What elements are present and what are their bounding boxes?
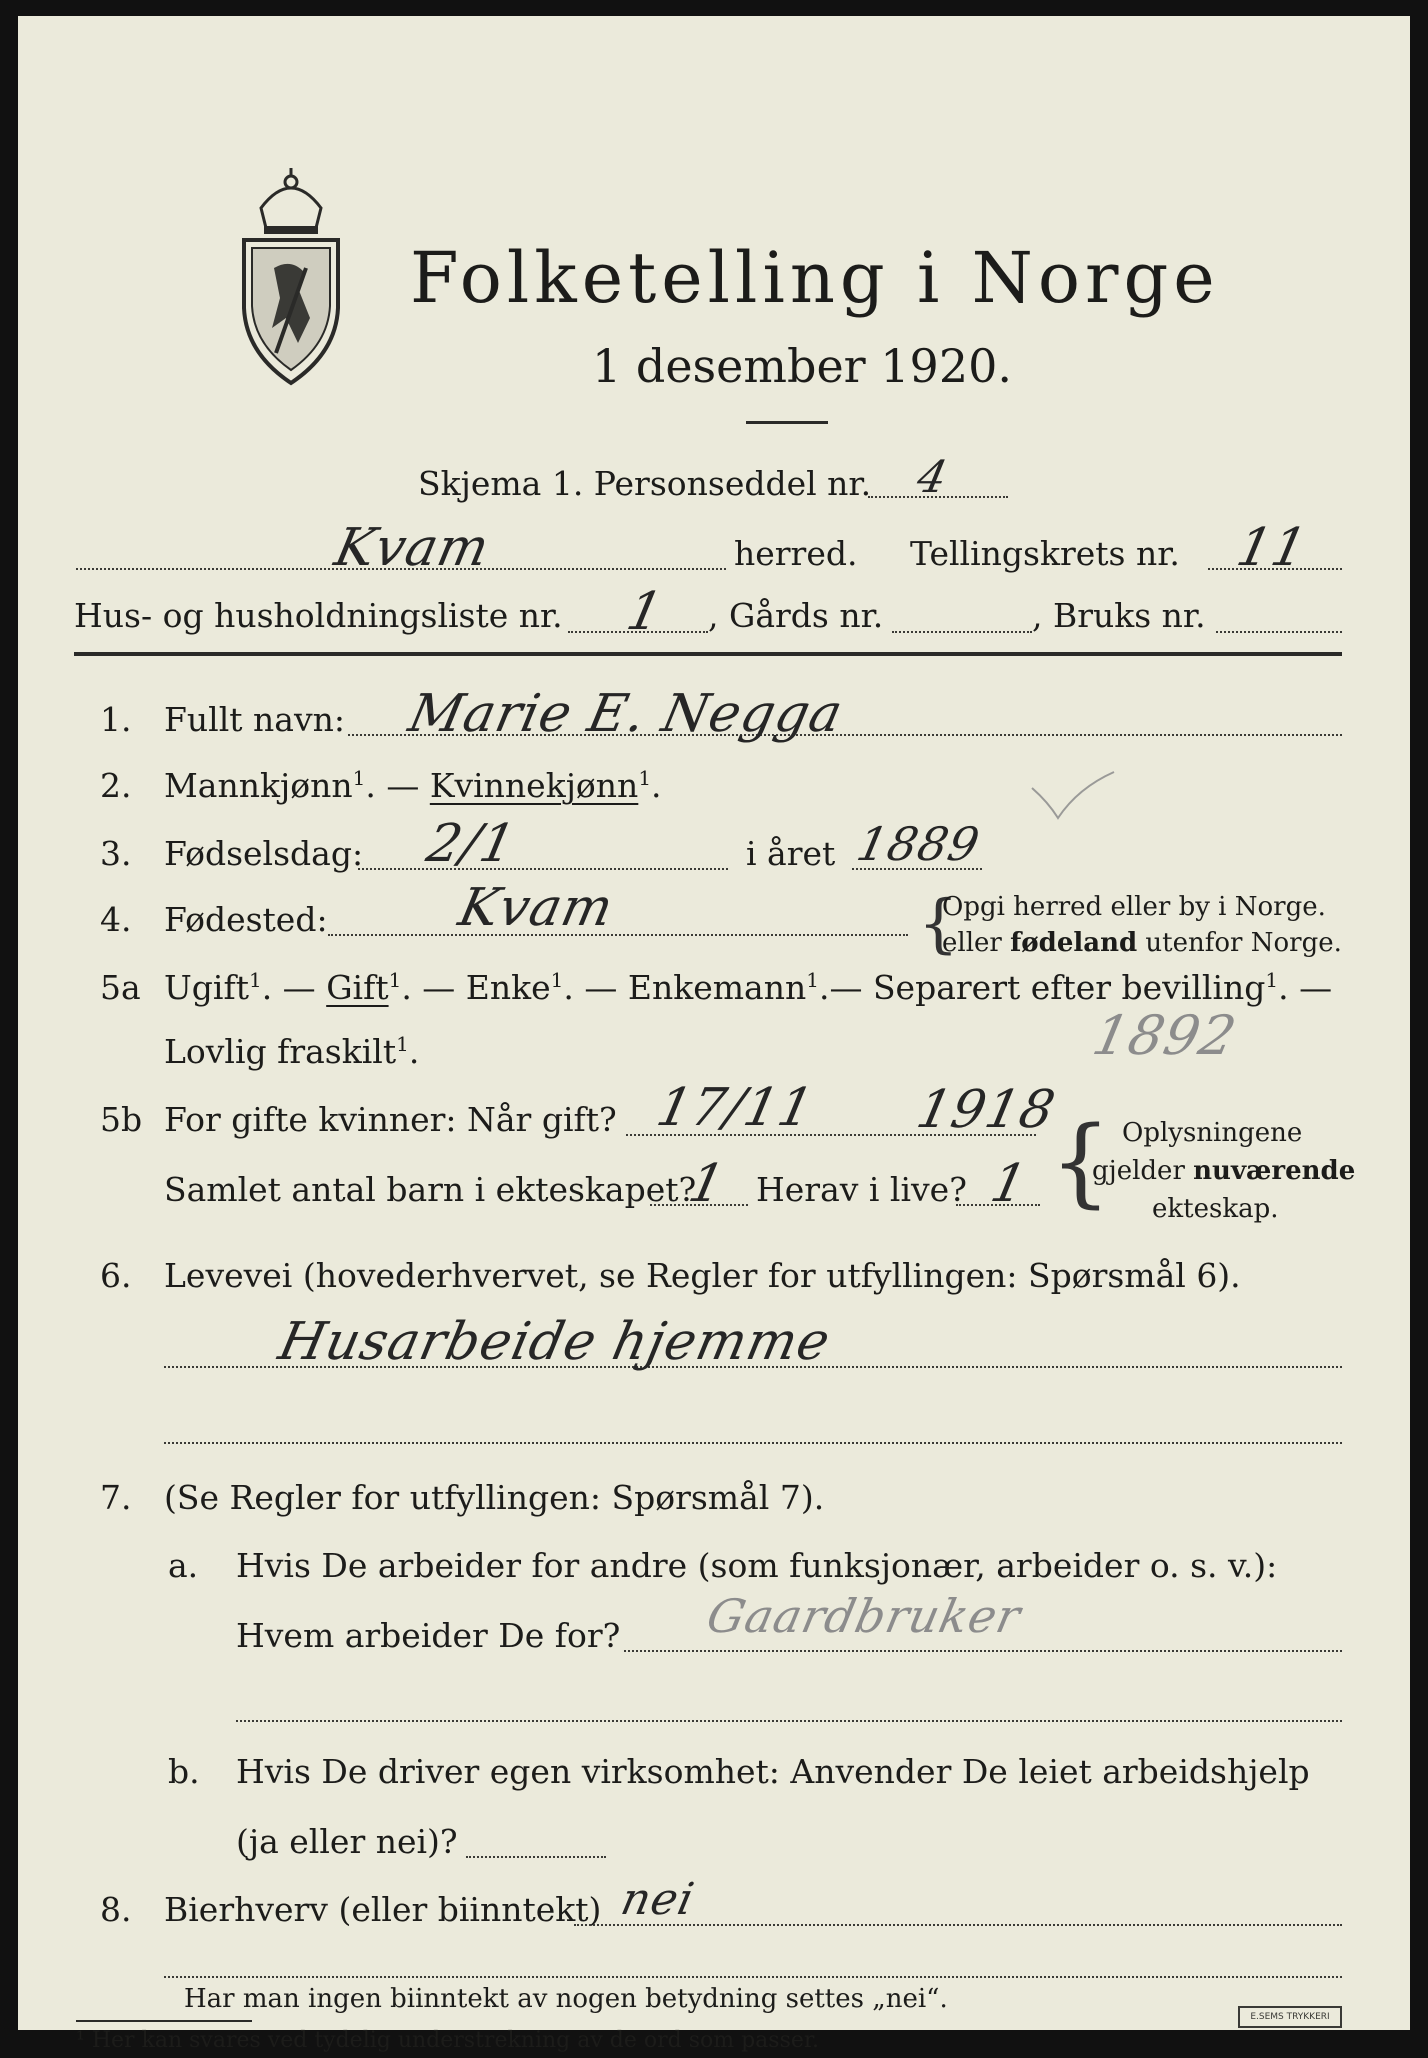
children-alive-value: 1 <box>985 1154 1033 1214</box>
marriage-note-3: ekteskap. <box>1152 1194 1279 1224</box>
herred-value: Kvam <box>329 518 495 578</box>
tellingskrets-value: 11 <box>1231 518 1313 578</box>
section-divider <box>74 652 1342 656</box>
schema-label: Skjema 1. Personseddel nr. <box>418 464 872 503</box>
birthdate-label: Fødselsdag: <box>164 834 364 873</box>
herred-label: herred. <box>734 534 858 573</box>
sex-male: Mannkjønn <box>164 766 353 805</box>
marriage-note-2: gjelder nuværende <box>1092 1156 1356 1186</box>
form-title: Folketelling i Norge <box>410 237 1220 319</box>
form-date: 1 desember 1920. <box>592 339 1012 393</box>
footer-note: Har man ingen biinntekt av nogen betydning settes „nei“. <box>184 1984 948 2014</box>
marital-status-options: Ugift$^1$. — Gift$^1$. — Enke$^1$. — Enkemann$^1$.— Separert efter bevilling$^1$. — <box>164 968 1333 1007</box>
birthplace-note-2: eller fødeland utenfor Norge. <box>942 928 1342 958</box>
side-income-label: Bierhverv (eller biinntekt) <box>164 1890 602 1929</box>
occupation-value: Husarbeide hjemme <box>273 1312 836 1372</box>
birthyear-value: 1889 <box>852 817 985 871</box>
hired-help-label: (ja eller nei)? <box>236 1822 458 1861</box>
q7b-text: Hvis De driver egen virksomhet: Anvender De leiet arbeidshjelp <box>236 1752 1310 1791</box>
birthplace-value: Kvam <box>453 878 619 938</box>
marriage-date-value: 17/11 <box>651 1078 820 1138</box>
printer-mark: E.SEMS TRYKKERI <box>1238 2006 1342 2028</box>
pencil-note-1892: 1892 <box>1087 1004 1243 1067</box>
footnote: ¹ Her kan svares ved tydelig understrekning av de ord som passer. <box>76 2028 819 2053</box>
gards-label: , Gårds nr. <box>708 596 884 635</box>
sex-options: Mannkjønn$^1$. — Kvinnekjønn$^1$. <box>164 766 662 805</box>
birthplace-note-1: Opgi herred eller by i Norge. <box>942 892 1326 922</box>
q7a-text: Hvis De arbeider for andre (som funksjonær, arbeider o. s. v.): <box>236 1546 1278 1585</box>
sex-female-underlined: Kvinnekjønn <box>429 766 639 805</box>
header-divider <box>746 421 828 424</box>
full-name-label: Fullt navn: <box>164 700 345 739</box>
employer-label: Hvem arbeider De for? <box>236 1616 621 1655</box>
children-alive-label: Herav i live? <box>756 1170 967 1209</box>
side-income-value: nei <box>616 1874 699 1925</box>
footnote-divider <box>76 2020 252 2022</box>
birthyear-label: i året <box>746 834 836 873</box>
marital-gift-underlined: Gift <box>326 968 389 1007</box>
q7-label: (Se Regler for utfyllingen: Spørsmål 7). <box>164 1478 825 1517</box>
tellingskrets-label: Tellingskrets nr. <box>910 534 1180 573</box>
norwegian-coat-of-arms-icon <box>236 168 346 388</box>
occupation-label: Levevei (hovederhvervet, se Regler for utfyllingen: Spørsmål 6). <box>164 1256 1241 1295</box>
birthplace-label: Fødested: <box>164 900 328 939</box>
marital-divorced: Lovlig fraskilt$^1$. <box>164 1032 420 1071</box>
census-form: Folketelling i Norge 1 desember 1920. Skjema 1. Personseddel nr. 4 Kvam herred. Tellingskrets nr. 11 Hus- og husholdningsliste nr. 1 , Gårds nr. , Bruks nr. 1. Fullt navn: Marie E. Negga 2. Mannkjønn$^1$. — Kvinnekjønn$^1$. 3. Fødselsdag: 2/1 i året 1889 4. Fødested: Kvam { Opgi herred eller by i Norge. eller fødeland utenfor Norge. 5a Ugift$^1$. — Gift$^1$. — Enke$^1$. — Enkemann$^1$.— Separert efter bevilling$^1$. — Lovlig fraskilt$^1$. 1892 5b For gifte kvinner: Når gift? 17/11 1918 Samlet antal barn i ekteskapet? 1 Herav i live? 1 { Oplysningene gjelder nuværende ekteskap. 6. Levevei (hovederhvervet, se Regler for utfyllingen: Spørsmål 6). Husarbeide hjemme 7. (Se Regler for utfyllingen: Spørsmål 7). a. Hvis De arbeider for andre (som funksjonær, arbeider o. s. v.): Hvem arbeider De for? Gaardbruker b. Hvis De driver egen virksomhet: Anvender De leiet arbeidshjelp (ja eller nei)? 8. Bierhverv (eller biinntekt) nei Har man ingen biinntekt av nogen betydning settes „nei“. ¹ Her kan svares ved tydelig understrekning av de ord som passer. E.SEMS TRYKKERI <box>18 16 1410 2030</box>
birthdate-value: 2/1 <box>421 814 522 874</box>
bruks-label: , Bruks nr. <box>1032 596 1206 635</box>
employer-value: Gaardbruker <box>702 1589 1026 1643</box>
pencil-check-mark <box>1028 768 1118 828</box>
hus-label: Hus- og husholdningsliste nr. <box>74 596 563 635</box>
schema-number: 4 <box>912 452 953 503</box>
full-name-value: Marie E. Negga <box>403 684 849 744</box>
hus-value: 1 <box>621 582 669 642</box>
marriage-date-label: For gifte kvinner: Når gift? <box>164 1100 617 1139</box>
marriage-year-value: 1918 <box>911 1080 1061 1140</box>
children-label: Samlet antal barn i ekteskapet? <box>164 1170 697 1209</box>
children-value: 1 <box>683 1154 731 1214</box>
marriage-note-1: Oplysningene <box>1122 1118 1303 1148</box>
